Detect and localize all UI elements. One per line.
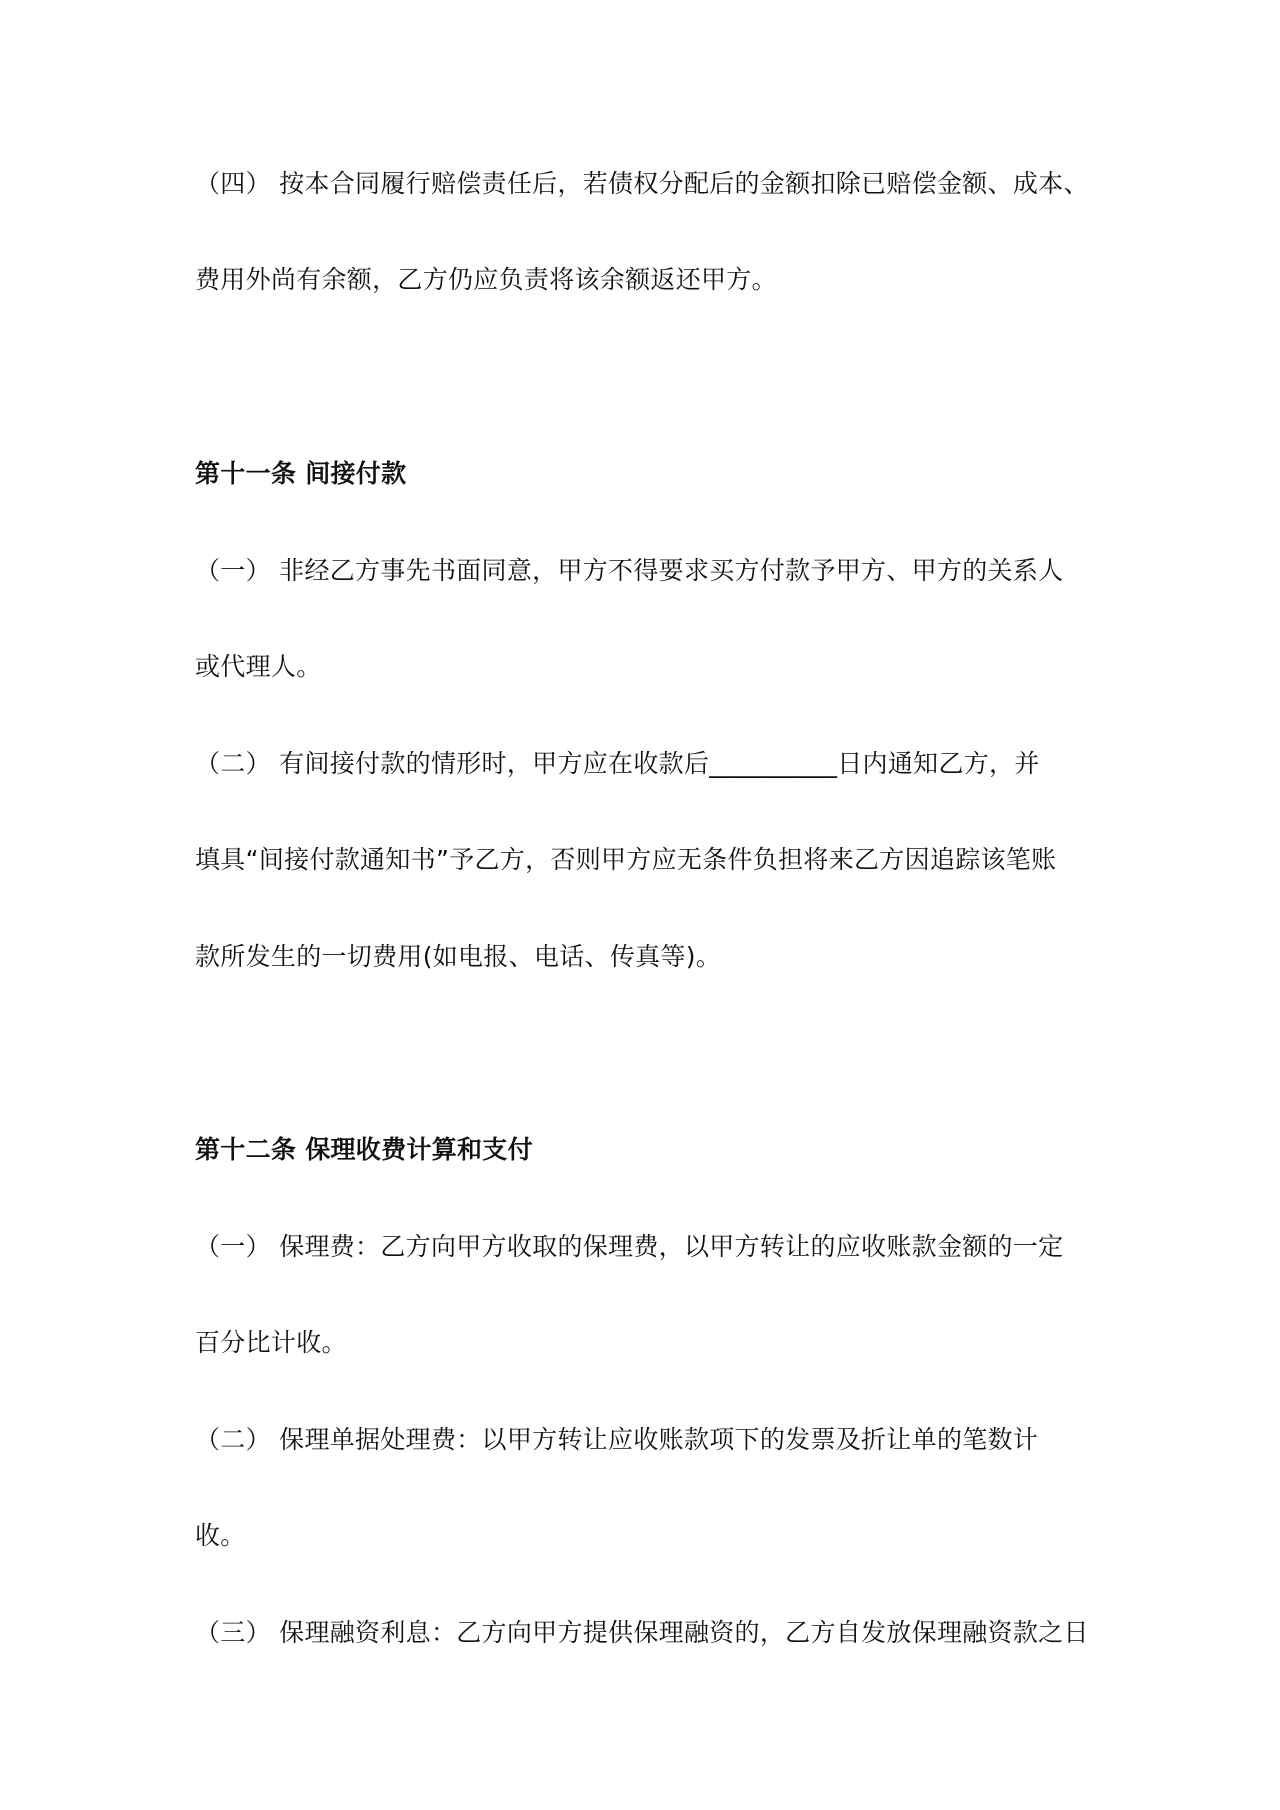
- article-11-clause-2-line-3: 款所发生的一切费用(如电报、电话、传真等)。: [195, 942, 722, 971]
- article-12-clause-2-line-1: （二） 保理单据处理费：以甲方转让应收账款项下的发票及折让单的笔数计: [195, 1425, 1039, 1454]
- article-12-clause-2-line-2: 收。: [195, 1521, 246, 1550]
- article-12-heading: 第十二条 保理收费计算和支付: [195, 1135, 533, 1164]
- article-12-clause-3-line-1: （三） 保理融资利息：乙方向甲方提供保理融资的，乙方自发放保理融资款之日: [195, 1618, 1089, 1647]
- article-11-clause-1-line-1: （一） 非经乙方事先书面同意，甲方不得要求买方付款予甲方、甲方的关系人: [195, 556, 1064, 585]
- paragraph-4-line-2: 费用外尚有余额，乙方仍应负责将该余额返还甲方。: [195, 265, 777, 294]
- article-11-heading: 第十一条 间接付款: [195, 459, 407, 488]
- article-11-clause-2-line-1: （二） 有间接付款的情形时，甲方应在收款后__________日内通知乙方，并: [195, 749, 1040, 778]
- article-12-clause-1-line-2: 百分比计收。: [195, 1328, 347, 1357]
- article-12-clause-1-line-1: （一） 保理费：乙方向甲方收取的保理费，以甲方转让的应收账款金额的一定: [195, 1232, 1064, 1261]
- article-11-clause-2-line-2: 填具“间接付款通知书”予乙方，否则甲方应无条件负担将来乙方因追踪该笔账: [195, 845, 1057, 874]
- article-11-clause-1-line-2: 或代理人。: [195, 652, 322, 681]
- paragraph-4-line-1: （四） 按本合同履行赔偿责任后，若债权分配后的金额扣除已赔偿金额、成本、: [195, 169, 1089, 198]
